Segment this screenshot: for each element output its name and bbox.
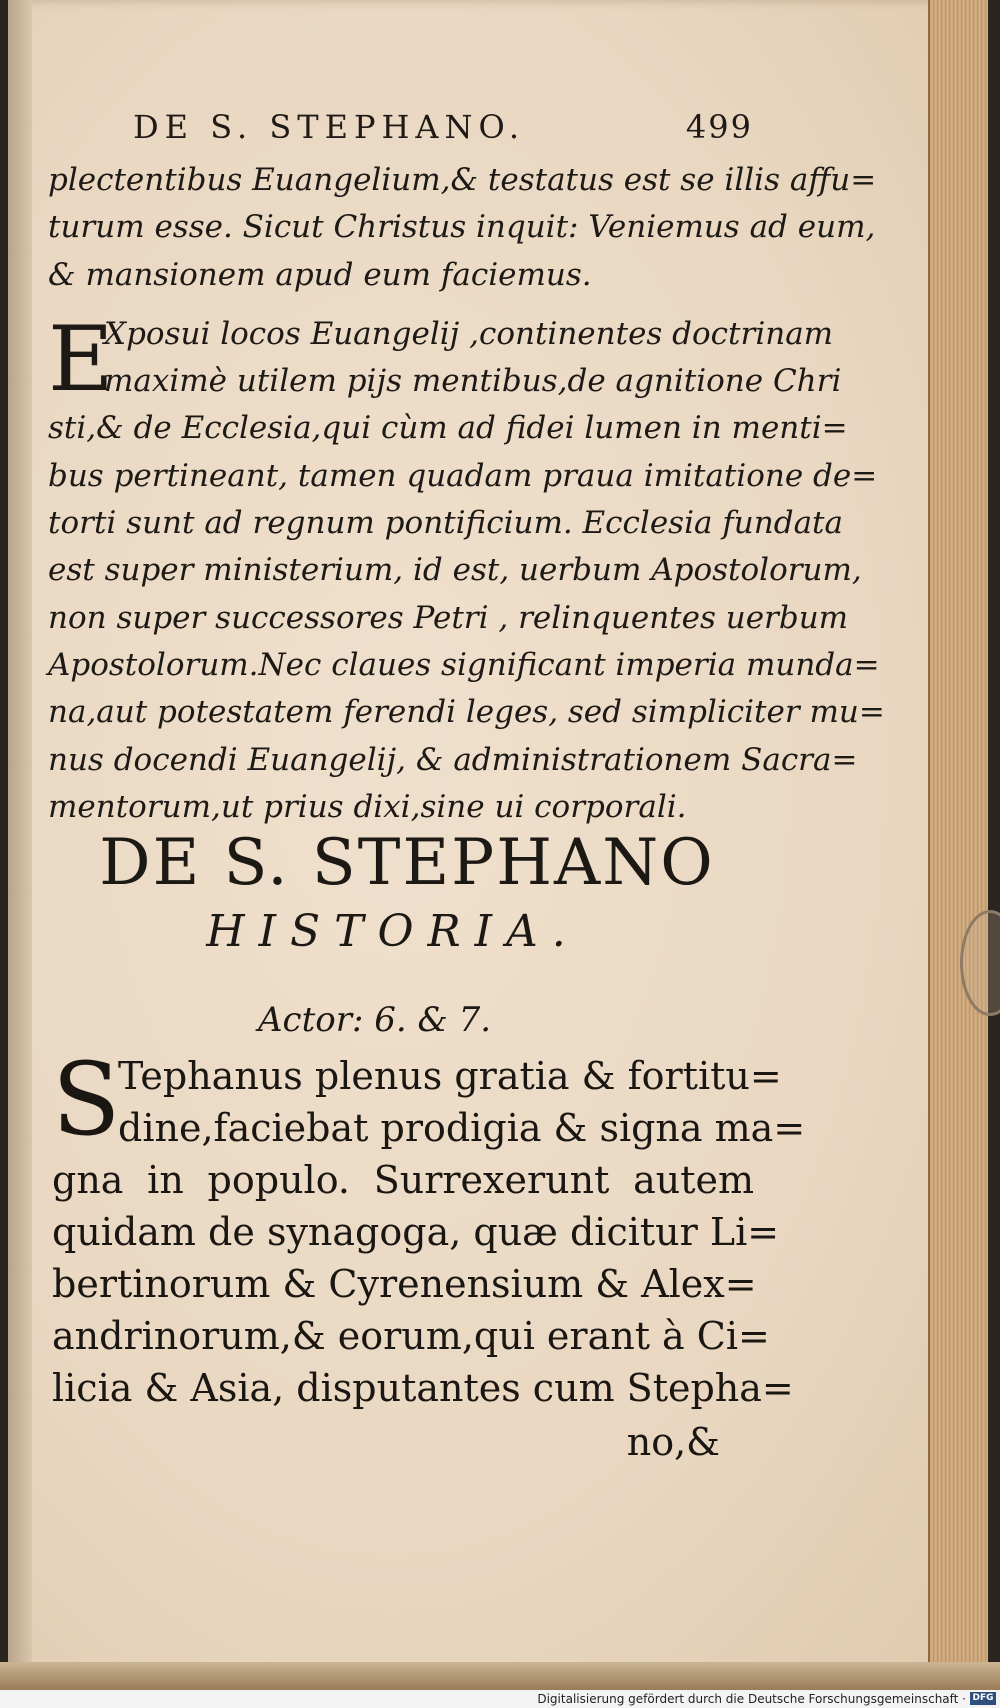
text-line: maximè utilem pijs mentibus,de agnitione Chri xyxy=(104,363,842,400)
roman-text-block xyxy=(52,1041,806,1414)
footer-credit: Digitalisierung gefördert durch die Deutsche Forschungsgemeinschaft · xyxy=(537,1692,966,1706)
running-title: DE S. STEPHANO. xyxy=(133,108,526,146)
book-bottom-edge xyxy=(0,1662,1000,1690)
dfg-logo: DFG xyxy=(970,1692,996,1705)
text-line: est super ministerium, id est, uerbum Apostolorum, xyxy=(48,552,862,589)
digitization-footer xyxy=(0,1690,1000,1708)
text-line: gna in populo. Surrexerunt autem xyxy=(52,1158,754,1202)
paragraph-2 xyxy=(48,306,885,831)
catchword: no,& xyxy=(626,1420,720,1464)
text-line: torti sunt ad regnum pontificium. Ecclesia fundata xyxy=(48,505,843,542)
book-page xyxy=(8,0,970,1690)
text-line: dine,faciebat prodigia & signa ma= xyxy=(118,1106,806,1150)
text-line: mentorum,ut prius dixi,sine ui corporali. xyxy=(48,788,687,825)
page-gutter xyxy=(8,0,32,1690)
text-line: Xposui locos Euangelij ,continentes doctrinam xyxy=(104,315,834,352)
text-line: bus pertineant, tamen quadam praua imitatione de= xyxy=(48,457,878,494)
text-line: andrinorum,& eorum,qui erant à Ci= xyxy=(52,1314,770,1358)
text-line: nus docendi Euangelij, & administrationem Sacra= xyxy=(48,741,858,778)
scripture-reference: Actor: 6. & 7. xyxy=(258,1000,492,1040)
drop-cap-s: S xyxy=(52,1041,121,1158)
text-line: Tephanus plenus gratia & fortitu= xyxy=(118,1054,782,1098)
text-line: & mansionem apud eum faciemus. xyxy=(48,256,592,293)
text-line: sti,& de Ecclesia,qui cùm ad fidei lumen in menti= xyxy=(48,410,848,447)
text-line: Apostolorum.Nec claues significant imperia munda= xyxy=(48,646,880,683)
text-line: quidam de synagoga, quæ dicitur Li= xyxy=(52,1210,780,1254)
running-header xyxy=(133,108,753,154)
text-line: turum esse. Sicut Christus inquit: Veniemus ad eum, xyxy=(48,209,876,246)
page-number: 499 xyxy=(685,108,753,146)
text-line: non super successores Petri , relinquentes uerbum xyxy=(48,599,849,636)
text-line: plectentibus Euangelium,& testatus est se illis affu= xyxy=(48,162,877,198)
text-line: na,aut potestatem ferendi leges, sed simpliciter mu= xyxy=(48,694,885,731)
section-subtitle: HISTORIA. xyxy=(206,906,580,957)
italic-text-block xyxy=(48,157,885,831)
book-fore-edge xyxy=(928,0,988,1690)
text-line: bertinorum & Cyrenensium & Alex= xyxy=(52,1262,757,1306)
text-line: licia & Asia, disputantes cum Stepha= xyxy=(52,1366,794,1410)
section-title: DE S. STEPHANO xyxy=(99,826,715,900)
paragraph-1 xyxy=(48,157,877,299)
drop-cap-e: E xyxy=(48,306,114,412)
